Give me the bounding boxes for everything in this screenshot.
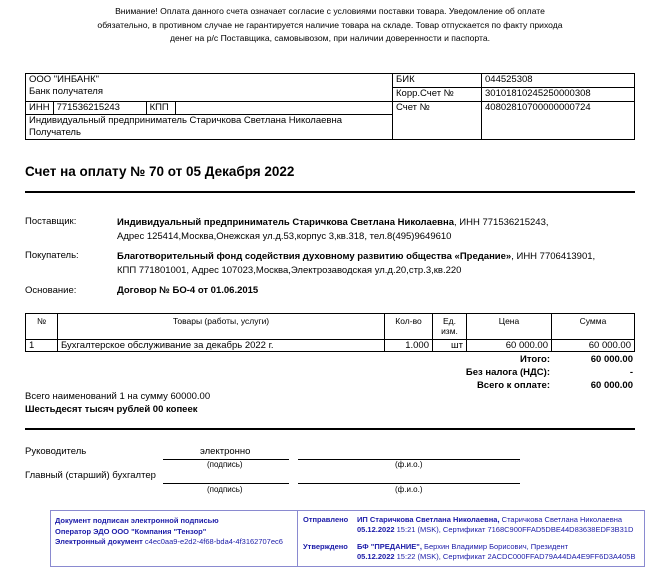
sign-caption: (подпись) (207, 460, 243, 469)
buyer-label: Покупатель: (25, 250, 79, 261)
sign-caption: (подпись) (207, 485, 243, 494)
notice-line: Внимание! Оплата данного счета означает согласие с условиями поставки товара. Уведомление об оплате (115, 6, 545, 16)
row-number: 1 (26, 340, 58, 352)
notice-line: обязательно, в противном случае не гарантируется наличие товара на складе. Товар отпускается по факту прихода (97, 19, 563, 30)
inn-label: ИНН (26, 102, 53, 114)
recipient-cell (26, 115, 393, 140)
kpp-label: КПП (146, 102, 175, 114)
name-caption: (ф.и.о.) (395, 485, 423, 494)
edo-doc-id: c4ec0aa9-e2d2-4f68-bda4-4f3162707ec6 (144, 537, 283, 546)
recipient-name: Индивидуальный предприниматель Старичкова Светлана Николаевна (29, 115, 342, 126)
sent-cert: 15:21 (MSK), Сертификат 7168C900FFAD5DBE44D83638EDF3B31D (396, 525, 634, 534)
bank-details-table (25, 73, 635, 140)
grand-total-label: Всего к оплате: (476, 380, 550, 391)
edo-operator: Оператор ЭДО ООО "Компания "Тензор" (55, 526, 207, 536)
bank-name-label: Банк получателя (29, 86, 103, 97)
approved-person: Берхин Владимир Борисович, Президент (424, 542, 569, 551)
accountant-label: Главный (старший) бухгалтер (25, 470, 156, 481)
korr-value: 30101810245250000308 (482, 88, 635, 102)
head-label: Руководитель (25, 446, 87, 457)
buyer-address: КПП 771801001, Адрес 107023,Москва,Электрозаводская ул.д.20,стр.3,кв.220 (117, 264, 462, 276)
account-label: Счет № (393, 102, 482, 140)
supplier-label: Поставщик: (25, 216, 77, 227)
stamp-divider (297, 511, 298, 566)
buyer-inn: , ИНН 7706413901, (511, 251, 596, 262)
account-value: 40802810700000000724 (482, 102, 635, 140)
invoice-title: Счет на оплату № 70 от 05 Декабря 2022 (25, 164, 295, 179)
divider (25, 191, 635, 193)
bank-name: ООО "ИНБАНК" (29, 74, 99, 85)
vat-value: - (629, 367, 633, 378)
amount-in-words: Шестьдесят тысяч рублей 00 копеек (25, 404, 198, 415)
approved-org: БФ "ПРЕДАНИЕ", (357, 542, 422, 551)
korr-label: Корр.Счет № (393, 88, 482, 102)
basis-value: Договор № БО-4 от 01.06.2015 (117, 285, 259, 296)
sent-person: Старичкова Светлана Николаевна (501, 515, 623, 524)
edo-signature-stamp (50, 510, 645, 567)
supplier-address: Адрес 125414,Москва,Онежская ул.д.53,корпус 3,кв.318, тел.8(495)9649610 (117, 230, 452, 242)
sent-org: ИП Старичкова Светлана Николаевна, (357, 515, 500, 524)
signature-line (163, 483, 289, 484)
approved-label: Утверждено (303, 542, 348, 551)
vat-label: Без налога (НДС): (465, 367, 550, 378)
row-qty: 1.000 (385, 340, 433, 352)
supplier-inn: , ИНН 771536215243, (454, 217, 549, 228)
supplier-value (117, 216, 549, 243)
inn-value: 771536215243 (53, 102, 146, 114)
total-label: Итого: (520, 354, 550, 365)
table-row (26, 340, 635, 352)
col-header: Ед. изм. (433, 314, 467, 340)
kpp-value (175, 102, 392, 114)
col-header: № (26, 314, 58, 340)
sent-date: 05.12.2022 (357, 525, 395, 534)
name-line (298, 483, 520, 484)
row-name: Бухгалтерское обслуживание за декабрь 2022 г. (58, 340, 385, 352)
row-unit: шт (433, 340, 467, 352)
approved-cert: 15:22 (MSK), Сертификат 2ACDC000FFAD79A44DA4E9FF6D3A405B (396, 552, 636, 561)
buyer-name: Благотворительный фонд содействия духовному развитию общества «Предание» (117, 251, 512, 262)
inn-kpp-cell (26, 102, 393, 115)
items-table (25, 313, 635, 352)
bik-value: 044525308 (482, 74, 635, 88)
grand-total-value: 60 000.00 (590, 380, 633, 391)
row-price: 60 000.00 (467, 340, 552, 352)
bik-label: БИК (393, 74, 482, 88)
bank-cell (26, 74, 393, 102)
col-header: Кол-во (385, 314, 433, 340)
name-caption: (ф.и.о.) (395, 460, 423, 469)
head-signature: электронно (200, 446, 251, 457)
supplier-name: Индивидуальный предприниматель Старичкова Светлана Николаевна (117, 217, 454, 228)
edo-line: Документ подписан электронной подписью (55, 516, 219, 525)
total-value: 60 000.00 (590, 354, 633, 365)
col-header: Цена (467, 314, 552, 340)
col-header: Товары (работы, услуги) (58, 314, 385, 340)
basis-label: Основание: (25, 285, 77, 296)
divider (25, 428, 635, 430)
row-sum: 60 000.00 (552, 340, 635, 352)
approved-date: 05.12.2022 (357, 552, 395, 561)
notice-line: денег на р/с Поставщика, самовывозом, при наличии доверенности и паспорта. (169, 33, 491, 43)
col-header: Сумма (552, 314, 635, 340)
recipient-label: Получатель (29, 127, 81, 138)
payment-notice (0, 5, 660, 46)
buyer-value (117, 250, 595, 277)
summary-line: Всего наименований 1 на сумму 60000.00 (25, 391, 211, 402)
sent-label: Отправлено (303, 515, 349, 524)
edo-doc-label: Электронный документ (55, 537, 143, 546)
